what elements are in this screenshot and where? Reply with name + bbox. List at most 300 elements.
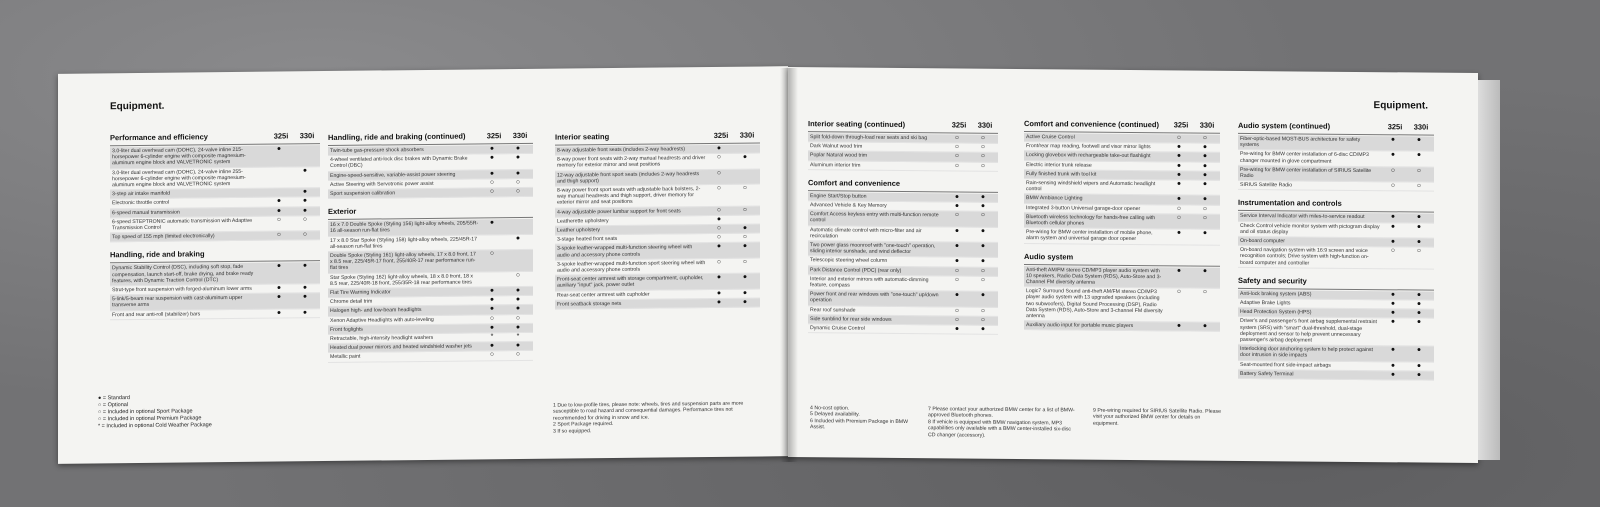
availability-mark-325i: ○ <box>489 250 495 258</box>
availability-mark-330i: ● <box>1416 300 1422 308</box>
equipment-row <box>1024 179 1220 196</box>
availability-mark-330i <box>292 146 318 165</box>
availability-mark-330i: ● <box>302 206 308 214</box>
availability-mark-325i: ○ <box>716 206 722 214</box>
equipment-label: Fully finished trunk with tool kit <box>1026 170 1097 178</box>
availability-mark-330i: ● <box>1202 196 1208 204</box>
footnote: 4 No-cost option. <box>810 405 850 412</box>
equipment-row <box>808 290 998 307</box>
equipment-label: 4-wheel ventilated anti-lock disc brakes with Dynamic Brake Control (DBC) <box>330 155 468 170</box>
equipment-row <box>1238 135 1434 152</box>
availability-mark-330i: ● <box>515 342 521 350</box>
availability-mark-330i: ● <box>980 291 986 299</box>
availability-mark-325i: ○ <box>1390 167 1396 175</box>
availability-mark-330i: ● <box>302 188 308 196</box>
equipment-label: Poplar Natural wood trim <box>810 152 868 160</box>
availability-mark-325i: ○ <box>276 231 282 239</box>
availability-mark-325i: ● <box>954 193 960 201</box>
section-title-text: Interior seating (continued) <box>808 119 906 130</box>
equipment-column <box>808 119 998 335</box>
availability-mark-330i: ○ <box>980 307 986 315</box>
equipment-label: 8-way power front sport seats with adjustable back bolsters, 2-way manual headrests and thigh support, driver memory for exterior mirror and seat positions <box>557 186 701 207</box>
equipment-label: Interlocking door anchoring system to help protect against door intrusion in side impacts <box>1240 346 1373 359</box>
section-title <box>1238 121 1434 136</box>
availability-mark-325i: ○ <box>716 184 722 192</box>
availability-mark-330i: ○ <box>302 216 308 224</box>
availability-mark-330i: ○ <box>1202 205 1208 213</box>
right-page-title: Equipment. <box>1373 100 1428 112</box>
brochure-spread <box>58 60 1478 470</box>
availability-mark-325i: ● <box>716 144 722 152</box>
equipment-column <box>1024 119 1220 332</box>
equipment-label: 3-stage heated front seats <box>557 236 618 243</box>
equipment-column <box>110 131 320 320</box>
availability-mark-325i: ● <box>954 257 960 265</box>
availability-mark-330i: ● <box>1202 153 1208 161</box>
equipment-label: Driver's and passenger's front airbag supplemental restraint system (SRS) with "smart" dual-threshold, dual-stage deployment and sensor to help prevent unnecessary passenger's airbag deployment <box>1240 318 1377 344</box>
equipment-row <box>1238 317 1434 347</box>
availability-mark-330i: ○ <box>742 206 748 214</box>
equipment-row <box>1238 345 1434 362</box>
availability-mark-325i: ○ <box>954 152 960 160</box>
availability-mark-330i: ● <box>1202 322 1208 330</box>
equipment-label: Split fold-down through-load rear seats and ski bag <box>810 134 928 142</box>
availability-mark-325i: ● <box>489 287 495 295</box>
equipment-label: Front foglights <box>330 326 363 333</box>
availability-mark-330i: ● <box>302 262 308 270</box>
availability-mark-325i: ● <box>954 242 960 250</box>
equipment-label: Side sunblind for rear side windows <box>810 316 892 323</box>
equipment-label: Dark Walnut wood trim <box>810 143 863 150</box>
availability-mark-330i: ● <box>1416 291 1422 299</box>
availability-mark-325i: ● <box>1176 322 1182 330</box>
equipment-label: Automatic climate control with micro-filter and air recirculation <box>810 226 922 240</box>
availability-mark-325i: ○ <box>954 143 960 151</box>
equipment-label: 8-way adjustable front seats (includes 2-way headrests) <box>557 146 686 154</box>
availability-mark-330i: ● <box>1416 346 1422 354</box>
equipment-label: SIRIUS Satellite Radio <box>1240 182 1293 189</box>
availability-mark-325i: ● <box>1390 371 1396 379</box>
equipment-label: Integrated 3-button Universal garage-door opener <box>1026 204 1141 212</box>
equipment-label: 6-speed STEPTRONIC automatic transmission with Adaptive Transmission Control <box>112 217 253 232</box>
availability-mark-325i: ● <box>276 145 282 153</box>
equipment-label: Rear-seat center armrest with cupholder <box>557 291 650 299</box>
availability-mark-330i: ● <box>1416 136 1422 144</box>
equipment-row <box>110 263 320 287</box>
availability-mark-325i: ● <box>1176 195 1182 203</box>
availability-mark-330i <box>505 251 531 270</box>
section-title-text: Safety and security <box>1238 275 1307 286</box>
model-header: 330i <box>739 130 755 140</box>
model-header: 325i <box>713 130 729 140</box>
section-title-text: Comfort and convenience (continued) <box>1024 119 1160 130</box>
model-header: 325i <box>273 131 289 141</box>
availability-mark-325i: ○ <box>954 267 960 275</box>
equipment-label: Power front and rear windows with "one-touch" up/down operation <box>810 291 939 304</box>
model-header: 330i <box>1199 120 1215 130</box>
availability-mark-330i <box>732 145 758 151</box>
right-footnotes-c <box>1093 408 1223 428</box>
equipment-label: 16 x 7.0 Double Spoke (Styling 156) light-alloy wheels, 205/55R-16 all-season run-flat tires <box>330 220 479 235</box>
equipment-label: Sport suspension calibration <box>330 190 396 197</box>
equipment-label: 3.0-liter dual overhead cam (DOHC), 24-valve inline 215-horsepower 6-cylinder engine with composite magnesium-aluminum engine block and VALVETRONIC system <box>112 146 246 167</box>
availability-mark-330i: ● <box>1416 318 1422 326</box>
availability-mark-330i: ○ <box>1202 134 1208 142</box>
footnote: 1 Due to low-profile tires, please note: wheels, tires and suspension parts are more susceptible to road hazard and consequential damages. Performance tires not recommended for driving in snow and ice. <box>553 400 744 422</box>
availability-mark-330i: ○ <box>515 351 521 359</box>
availability-mark-325i: ○ <box>954 316 960 324</box>
availability-mark-330i: ● <box>1202 267 1208 275</box>
availability-mark-330i: ○ <box>1202 214 1208 222</box>
equipment-label: 8-way power front seats with 2-way manual headrests and driver memory for exterior mirror and seat positions <box>557 155 706 170</box>
equipment-column <box>555 130 760 309</box>
availability-mark-325i: ● <box>1176 152 1182 160</box>
equipment-label: Comfort Access keyless entry with multi-function remote control <box>810 211 939 224</box>
availability-mark-330i: ● <box>980 202 986 210</box>
availability-mark-325i: ○ <box>489 314 495 322</box>
availability-mark-330i: ○ <box>515 187 521 196</box>
availability-mark-330i: ● <box>980 325 986 333</box>
equipment-label: Seat-mounted front side-impact airbags <box>1240 361 1331 369</box>
equipment-label: Dynamic Cruise Control <box>810 325 865 332</box>
equipment-label: Park Distance Control (PDC) (rear only) <box>810 266 902 274</box>
equipment-label: Flat Tire Warning Indicator <box>330 289 391 297</box>
section-rows <box>1024 133 1220 245</box>
right-footnotes-a <box>810 405 910 431</box>
availability-mark-325i: ○ <box>1390 182 1396 190</box>
availability-mark-325i: ● <box>1176 180 1182 188</box>
equipment-label: Check Control vehicle monitor system with pictogram display and oil status display <box>1240 222 1380 236</box>
availability-mark-325i: ● <box>1390 213 1396 221</box>
availability-mark-330i <box>732 170 758 183</box>
equipment-label: 17 x 8.0 Star Spoke (Styling 158) light-alloy wheels, 225/45R-17 all-season run-flat tires <box>330 236 478 250</box>
availability-mark-325i: ● <box>1390 222 1396 230</box>
availability-mark-325i: ● <box>276 309 282 317</box>
availability-mark-325i: ● <box>489 219 495 227</box>
availability-mark-325i: ○ <box>716 234 722 242</box>
availability-mark-325i: ● <box>1390 238 1396 246</box>
availability-mark-330i: ○ <box>742 184 748 192</box>
equipment-label: Anti-theft AM/FM stereo CD/MP3 player audio system with 10 speakers, Radio Data System (RDS), Auto-Store and 3-Channel FM diversity antenna <box>1026 266 1162 286</box>
equipment-label: Aluminum interior trim <box>810 161 861 169</box>
availability-mark-325i: ○ <box>1176 205 1182 213</box>
availability-mark-325i: ● <box>1176 267 1182 275</box>
page-edge <box>1478 80 1500 460</box>
equipment-label: Battery Safety Terminal <box>1240 370 1294 378</box>
availability-mark-325i: ● <box>276 262 282 270</box>
availability-mark-330i: ○ <box>515 314 521 322</box>
section-title-text: Handling, ride and braking <box>110 249 205 260</box>
availability-mark-325i: ● <box>1390 309 1396 317</box>
equipment-label: Heated dual power mirrors and heated windshield washer jets <box>330 343 472 352</box>
availability-mark-325i: ● <box>1390 300 1396 308</box>
equipment-label: Bluetooth wireless technology for hands-free calling with Bluetooth cellular phones <box>1026 213 1156 227</box>
equipment-label: Front/rear map reading, footwell and visor mirror lights <box>1026 143 1151 151</box>
availability-mark-330i: ● <box>1416 238 1422 246</box>
section-title-text: Interior seating <box>555 132 610 142</box>
equipment-label: Electric interior trunk release <box>1026 161 1092 169</box>
equipment-row <box>1238 166 1434 183</box>
availability-mark-325i <box>266 190 292 196</box>
availability-mark-330i: ○ <box>1416 167 1422 175</box>
availability-mark-325i: ○ <box>954 307 960 315</box>
section-title-text: Comfort and convenience <box>808 177 901 188</box>
availability-mark-325i: ○ <box>489 179 495 187</box>
section-title <box>1024 252 1220 267</box>
availability-mark-325i: ● <box>954 227 960 235</box>
equipment-label: Advanced Vehicle & Key Memory <box>810 202 887 209</box>
availability-mark-330i: ○ <box>742 258 748 266</box>
section-rows <box>328 145 533 199</box>
availability-mark-330i: ○ <box>1202 288 1208 296</box>
availability-mark-325i: ● <box>276 293 282 301</box>
footnote: 8 If vehicle is equipped with BMW navigation system, MP3 capabilities only available with a BMW center-installed six-disc CD changer (accessory). <box>928 419 1072 439</box>
availability-mark-330i: ● <box>1416 223 1422 231</box>
section-title <box>1238 276 1434 291</box>
model-header: 325i <box>486 131 502 141</box>
right-footnotes-b <box>928 406 1078 439</box>
legend-item: ○ = Included in optional Premium Package <box>98 415 202 423</box>
model-header: 325i <box>1173 120 1189 130</box>
equipment-label: Active Steering with Servotronic power assist <box>330 180 434 188</box>
availability-mark-330i: ● <box>1416 213 1422 221</box>
availability-mark-330i: ○ <box>1416 182 1422 190</box>
availability-mark-330i: ● <box>980 193 986 201</box>
footnote: 3 If so equipped. <box>553 427 592 435</box>
equipment-label: Retractable, high-intensity headlight washers <box>330 334 434 343</box>
availability-mark-325i: ○ <box>716 258 722 266</box>
equipment-row <box>808 275 998 292</box>
equipment-row <box>110 145 320 169</box>
availability-mark-330i <box>505 220 531 233</box>
equipment-label: Halogen high- and low-beam headlights <box>330 307 422 315</box>
equipment-label: Chrome detail trim <box>330 298 373 306</box>
equipment-label: Service Interval Indicator with miles-to-service readout <box>1240 213 1365 221</box>
availability-mark-330i: ○ <box>742 233 748 241</box>
equipment-row <box>808 226 998 243</box>
availability-mark-325i: ○ <box>489 351 495 359</box>
section-title <box>1024 119 1220 134</box>
section-title <box>328 131 533 146</box>
availability-mark-330i: ● <box>302 166 308 174</box>
section-title-text: Instrumentation and controls <box>1238 198 1342 209</box>
availability-mark-330i: ● <box>302 293 308 301</box>
availability-mark-325i: ○ <box>716 154 722 162</box>
equipment-label: 3-spoke leather-wrapped multi-function sport steering wheel with audio and accessory phone controls <box>557 259 706 274</box>
availability-mark-330i: ○ <box>980 134 986 142</box>
availability-mark-325i: ○ <box>954 211 960 219</box>
equipment-row <box>328 250 533 274</box>
availability-mark-330i: ● <box>302 308 308 316</box>
equipment-label: 3.0-liter dual overhead cam (DOHC), 24-valve inline 255-horsepower 6-cylinder engine with composite magnesium-aluminum engine block and VALVETRONIC system <box>112 168 246 189</box>
availability-mark-325i: ● <box>489 324 495 332</box>
availability-mark-330i: ○ <box>515 178 521 186</box>
equipment-label: Star Spoke (Styling 162) light-alloy wheels, 18 x 8.0 front, 18 x 8.5 rear, 225/40R-18 front, 255/35R-18 rear performance tires <box>330 273 474 287</box>
availability-mark-325i: ○ <box>1176 214 1182 222</box>
availability-mark-330i: ● <box>980 258 986 266</box>
availability-mark-325i: ● <box>1176 229 1182 237</box>
equipment-row <box>808 241 998 258</box>
equipment-label: Fiber-optic-based MOST-BUS architecture for safety systems <box>1240 135 1361 149</box>
availability-mark-325i: ○ <box>954 134 960 142</box>
section-rows <box>1238 212 1434 269</box>
availability-mark-325i: ● <box>489 169 495 177</box>
availability-mark-325i: ● <box>1176 143 1182 151</box>
availability-mark-330i: ○ <box>980 211 986 219</box>
equipment-row <box>1024 213 1220 230</box>
equipment-label: 3-spoke leather-wrapped multi-function steering wheel with audio and accessory phone controls <box>557 244 693 259</box>
availability-mark-330i: ○ <box>980 162 986 170</box>
equipment-column <box>1238 121 1434 381</box>
availability-mark-330i: ● <box>515 296 521 304</box>
availability-mark-325i: ○ <box>1390 247 1396 255</box>
equipment-label: Anti-lock braking system (ABS) <box>1240 290 1312 298</box>
availability-mark-325i: ○ <box>489 188 495 196</box>
availability-mark-325i: ● <box>1390 136 1396 144</box>
legend-item: ○ = Optional <box>98 402 129 409</box>
availability-mark-325i: ● <box>1390 151 1396 159</box>
equipment-label: 6-speed manual transmission <box>112 209 180 216</box>
equipment-label: Rain-sensing windshield wipers and Automatic headlight control <box>1026 180 1156 193</box>
footnote: 5 Delayed availability. <box>810 411 860 419</box>
footnote: 2 Sport Package required. <box>553 421 614 428</box>
availability-mark-330i: ● <box>742 273 748 281</box>
equipment-label: BMW Ambiance Lighting <box>1026 195 1083 202</box>
equipment-label: Top speed of 155 mph (limited electronically) <box>112 233 215 241</box>
equipment-label: Logic7 Surround Sound anti-theft AM/FM stereo CD/MP3 player audio system with 13 upgraded speakers (including two subwoofers), Digital Sound Processing (DSP), Radio Data System (RDS), Auto-Store and 3-channel FM diversity antenna <box>1026 288 1163 320</box>
equipment-row <box>1238 370 1434 381</box>
equipment-label: Leatherette upholstery <box>557 217 609 225</box>
availability-mark-325i: ● <box>716 274 722 282</box>
availability-mark-325i: ● <box>1390 346 1396 354</box>
right-page <box>788 67 1478 463</box>
availability-mark-325i: ○ <box>716 224 722 232</box>
availability-mark-330i: ● <box>1202 143 1208 151</box>
availability-mark-330i: ○ <box>980 153 986 161</box>
footnote: 7 Please contact your authorized BMW center for a list of BMW-approved Bluetooth phones. <box>928 406 1075 420</box>
availability-mark-325i <box>479 236 505 249</box>
model-headers <box>481 131 533 141</box>
availability-mark-325i <box>479 273 505 286</box>
equipment-label: Pre-wiring for BMW center installation of SIRIUS Satellite Radio <box>1240 166 1372 180</box>
section-rows <box>808 133 998 171</box>
equipment-label: Leather upholstery <box>557 227 600 234</box>
availability-mark-325i: ○ <box>276 216 282 224</box>
equipment-label: Double Spoke (Styling 161) light-alloy wheels, 17 x 8.0 front, 17 x 8.5 rear, 225/45R-17 front, 255/40R-17 rear performance run-flat tires <box>330 251 476 272</box>
availability-mark-330i: ● <box>1416 309 1422 317</box>
equipment-label: 12-way adjustable front sport seats (includes 2-way headrests and thigh support) <box>557 170 700 185</box>
availability-mark-330i: ● <box>1416 151 1422 159</box>
equipment-row <box>328 351 533 362</box>
equipment-row <box>555 298 760 309</box>
availability-mark-325i: ● <box>716 243 722 251</box>
equipment-label: Adaptive Brake Lights <box>1240 299 1291 307</box>
availability-mark-330i: ● <box>1416 371 1422 379</box>
section-title-text: Exterior <box>328 206 357 217</box>
section-title-text: Audio system <box>1024 251 1074 262</box>
equipment-label: 5-link/5-beam rear suspension with cast-aluminum upper transverse arms <box>112 295 243 309</box>
availability-mark-325i: ● <box>276 284 282 292</box>
section-title <box>808 119 998 134</box>
legend <box>98 394 212 430</box>
equipment-label: Twin-tube gas-pressure shock absorbers <box>330 146 424 154</box>
equipment-label: Metallic paint <box>330 354 361 361</box>
availability-mark-330i: ● <box>515 144 521 153</box>
equipment-label: Engine-speed-sensitive, variable-assist power steering <box>330 171 456 179</box>
availability-mark-325i: ● <box>489 296 495 304</box>
equipment-row <box>555 184 760 208</box>
availability-mark-325i: ● <box>1176 161 1182 170</box>
model-header: 330i <box>1413 122 1429 132</box>
equipment-label: On-board computer <box>1240 237 1285 245</box>
equipment-label: Front-seat center armrest with storage compartment, cupholder, auxiliary "input" jack, power outlet <box>557 275 704 290</box>
availability-mark-330i: ○ <box>302 231 308 239</box>
footnote: 6 Included with Premium Package in BMW Assist. <box>810 417 909 431</box>
equipment-label: Interior and exterior mirrors with automatic-dimming feature, compass <box>810 276 929 289</box>
availability-mark-325i: ○ <box>954 162 960 170</box>
equipment-label: 3-step air intake manifold <box>112 190 170 198</box>
availability-mark-325i: ○ <box>1176 134 1182 142</box>
availability-mark-330i: * <box>516 333 520 341</box>
availability-mark-330i: ● <box>515 154 521 162</box>
availability-mark-325i: * <box>490 333 494 341</box>
equipment-label: Electronic throttle control <box>112 200 170 207</box>
availability-mark-330i: ● <box>1202 180 1208 188</box>
availability-mark-330i: ● <box>1202 229 1208 237</box>
equipment-label: Active Cruise Control <box>1026 134 1075 141</box>
availability-mark-325i: ○ <box>1176 288 1182 296</box>
equipment-label: Xenon Adaptive Headlights with auto-leveling <box>330 316 434 324</box>
footnote: 9 Pre-wiring required for SIRIUS Satellite Radio. Please visit your authorized BMW center for details on equipment. <box>1093 407 1222 427</box>
section-rows <box>328 219 533 363</box>
equipment-row <box>1024 321 1220 332</box>
section-title <box>110 249 320 264</box>
section-rows <box>555 144 760 309</box>
left-page-title: Equipment. <box>110 100 165 113</box>
availability-mark-330i: ● <box>302 197 308 205</box>
equipment-row <box>808 210 998 227</box>
equipment-label: Pre-wiring for BMW center installation of mobile phone, alarm system and universal garage door opener <box>1026 229 1153 243</box>
availability-mark-330i: ● <box>742 289 748 297</box>
availability-mark-325i: ● <box>954 325 960 333</box>
model-headers <box>708 130 760 140</box>
availability-mark-325i: ● <box>276 207 282 215</box>
section-title <box>328 205 533 220</box>
availability-mark-330i: ● <box>980 242 986 250</box>
availability-mark-325i: ● <box>489 305 495 313</box>
equipment-label: Front seatback storage nets <box>557 300 622 308</box>
model-header: 325i <box>951 120 967 130</box>
section-title <box>1238 198 1434 213</box>
equipment-row <box>110 309 320 320</box>
availability-mark-325i: ● <box>716 298 722 306</box>
equipment-column <box>328 131 533 363</box>
availability-mark-330i: ○ <box>980 267 986 275</box>
section-title <box>555 130 760 145</box>
availability-mark-330i: ○ <box>1416 247 1422 255</box>
equipment-label: On-board navigation system with 16:9 screen and voice recognition controls; Drive system with high-function on-board computer and controller <box>1240 247 1369 267</box>
equipment-label: Rear roof sunshade <box>810 306 856 314</box>
left-footnotes <box>553 400 763 434</box>
model-header: 330i <box>299 131 315 141</box>
availability-mark-325i: ● <box>276 197 282 205</box>
availability-mark-325i: ● <box>954 202 960 210</box>
availability-mark-325i: ● <box>716 215 722 223</box>
section-rows <box>1024 266 1220 333</box>
availability-mark-325i: ● <box>1390 361 1396 369</box>
availability-mark-330i: ○ <box>980 276 986 284</box>
availability-mark-330i: ● <box>742 243 748 251</box>
